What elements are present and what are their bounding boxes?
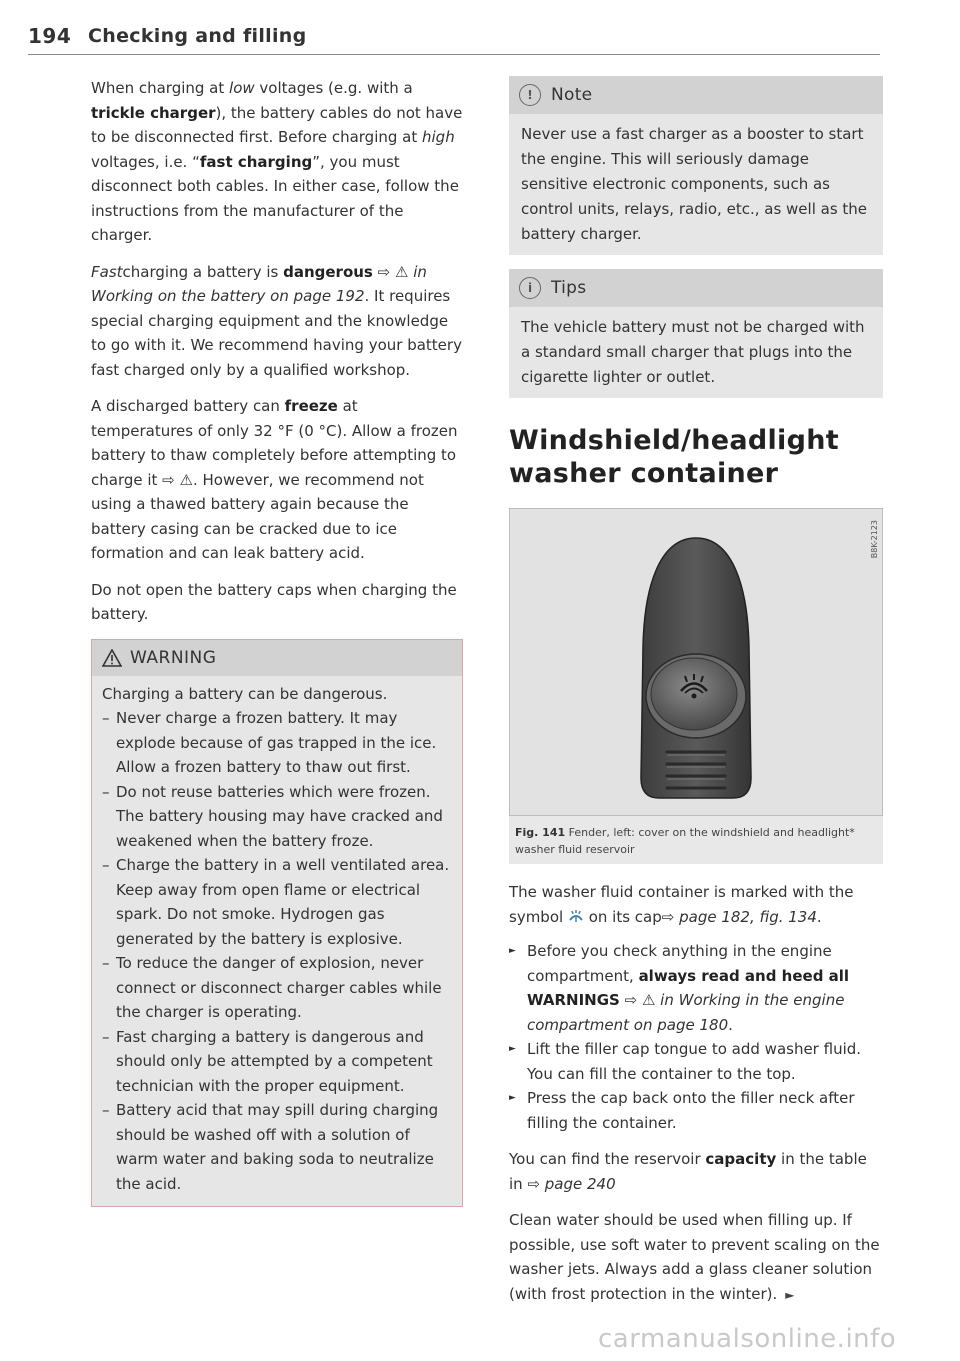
list-item: – Never charge a frozen battery. It may explode because of gas trapped in the ice. Allow a frozen battery to thaw out first. — [102, 706, 452, 780]
warning-triangle-icon — [102, 649, 122, 667]
section-title: Checking and filling — [88, 25, 307, 47]
note-title: Note — [551, 85, 593, 105]
link-engine-compartment[interactable]: in Working in the engine compartment on page 180 — [527, 991, 845, 1034]
list-item: ► Before you check anything in the engine compartment, always read and heed all WARNINGS ⇨ ⚠ in Working in the engine compartment on page 180. — [509, 939, 883, 1037]
note-header — [509, 76, 883, 114]
note-body: Never use a fast charger as a booster to start the engine. This will seriously damage sensitive electronic components, such as control units, relays, radio, etc., as well as the battery charger. — [521, 125, 868, 243]
warning-intro: Charging a battery can be dangerous. — [102, 684, 388, 703]
figure-id: B8K-2123 — [870, 520, 879, 559]
paragraph-battery-caps: Do not open the battery caps when charging the battery. — [91, 580, 457, 623]
steps-list — [509, 939, 883, 1135]
left-column — [91, 76, 463, 1207]
paragraph-charging-voltages: When charging at low voltages (e.g. with a trickle charger), the battery cables do not have to be disconnected first. Before charging at high voltages, i.e. “fast charging”, you must disconnect both cables. In either case, follow the instructions from the manufacturer of the charger. — [91, 79, 463, 244]
paragraph-capacity: You can find the reservoir capacity in the table in ⇨ page 240 — [509, 1150, 867, 1193]
figure-caption: Fig. 141 Fender, left: cover on the windshield and headlight* washer fluid reservoir — [509, 816, 883, 864]
page-number: 194 — [28, 24, 72, 48]
tips-box — [509, 269, 883, 398]
continue-arrow-icon: ► — [785, 1287, 795, 1302]
warning-list — [102, 706, 452, 1196]
washer-fluid-icon — [568, 910, 584, 924]
list-item: – Charge the battery in a well ventilated area. Keep away from open flame or electrical spark. Do not smoke. Hydrogen gas generated by the battery is explosive. — [102, 853, 452, 951]
link-page-182[interactable]: page 182, fig. 134 — [679, 907, 817, 926]
link-page-240[interactable]: page 240 — [544, 1174, 616, 1193]
watermark: carmanualsonline.info — [598, 1324, 897, 1354]
list-item: – To reduce the danger of explosion, never connect or disconnect charger cables while the charger is operating. — [102, 951, 452, 1025]
exclamation-icon: ! — [519, 84, 541, 106]
list-item: – Fast charging a battery is dangerous and should only be attempted by a competent technician with the proper equipment. — [102, 1025, 452, 1099]
list-item: ► Lift the filler cap tongue to add washer fluid. You can fill the container to the top. — [509, 1037, 883, 1086]
paragraph-freeze: A discharged battery can freeze at temperatures of only 32 °F (0 °C). Allow a frozen battery to thaw completely before attempting to charge it ⇨ ⚠. However, we recommend not using a thawed battery again because the battery casing can be cracked due to ice formation and can leak battery acid. — [91, 397, 458, 562]
tips-title: Tips — [551, 278, 587, 298]
link-working-on-battery[interactable]: in Working on the battery on page 192 — [91, 262, 427, 305]
paragraph-washer-symbol: The washer fluid container is marked with the symbol on its cap⇨ page 182, fig. 134. — [509, 883, 854, 926]
washer-cap-illustration — [509, 508, 883, 816]
figure-washer-cap — [509, 508, 883, 816]
note-box — [509, 76, 883, 255]
info-icon: i — [519, 277, 541, 299]
warning-box — [91, 639, 463, 1208]
paragraph-fast-charging: Fastcharging a battery is dangerous ⇨ ⚠ in Working on the battery on page 192. It requires special charging equipment and the knowledge to go with it. We recommend having your battery fast charged only by a qualified workshop. — [91, 262, 462, 379]
tips-header — [509, 269, 883, 307]
list-item: – Do not reuse batteries which were frozen. The battery housing may have cracked and weakened when the battery froze. — [102, 780, 452, 854]
tips-body: The vehicle battery must not be charged with a standard small charger that plugs into the cigarette lighter or outlet. — [521, 318, 865, 386]
section-heading: Windshield/headlight washer container — [509, 425, 839, 489]
warning-title: WARNING — [130, 647, 217, 668]
paragraph-clean-water: Clean water should be used when filling up. If possible, use soft water to prevent scaling on the washer jets. Always add a glass cleaner solution (with frost protection in the winter). ► — [509, 1211, 880, 1303]
page-header — [28, 24, 880, 55]
list-item: – Battery acid that may spill during charging should be washed off with a solution of warm water and baking soda to neutralize the acid. — [102, 1098, 452, 1196]
list-item: ► Press the cap back onto the filler neck after filling the container. — [509, 1086, 883, 1135]
warning-header — [92, 640, 462, 676]
right-column — [509, 76, 883, 1317]
